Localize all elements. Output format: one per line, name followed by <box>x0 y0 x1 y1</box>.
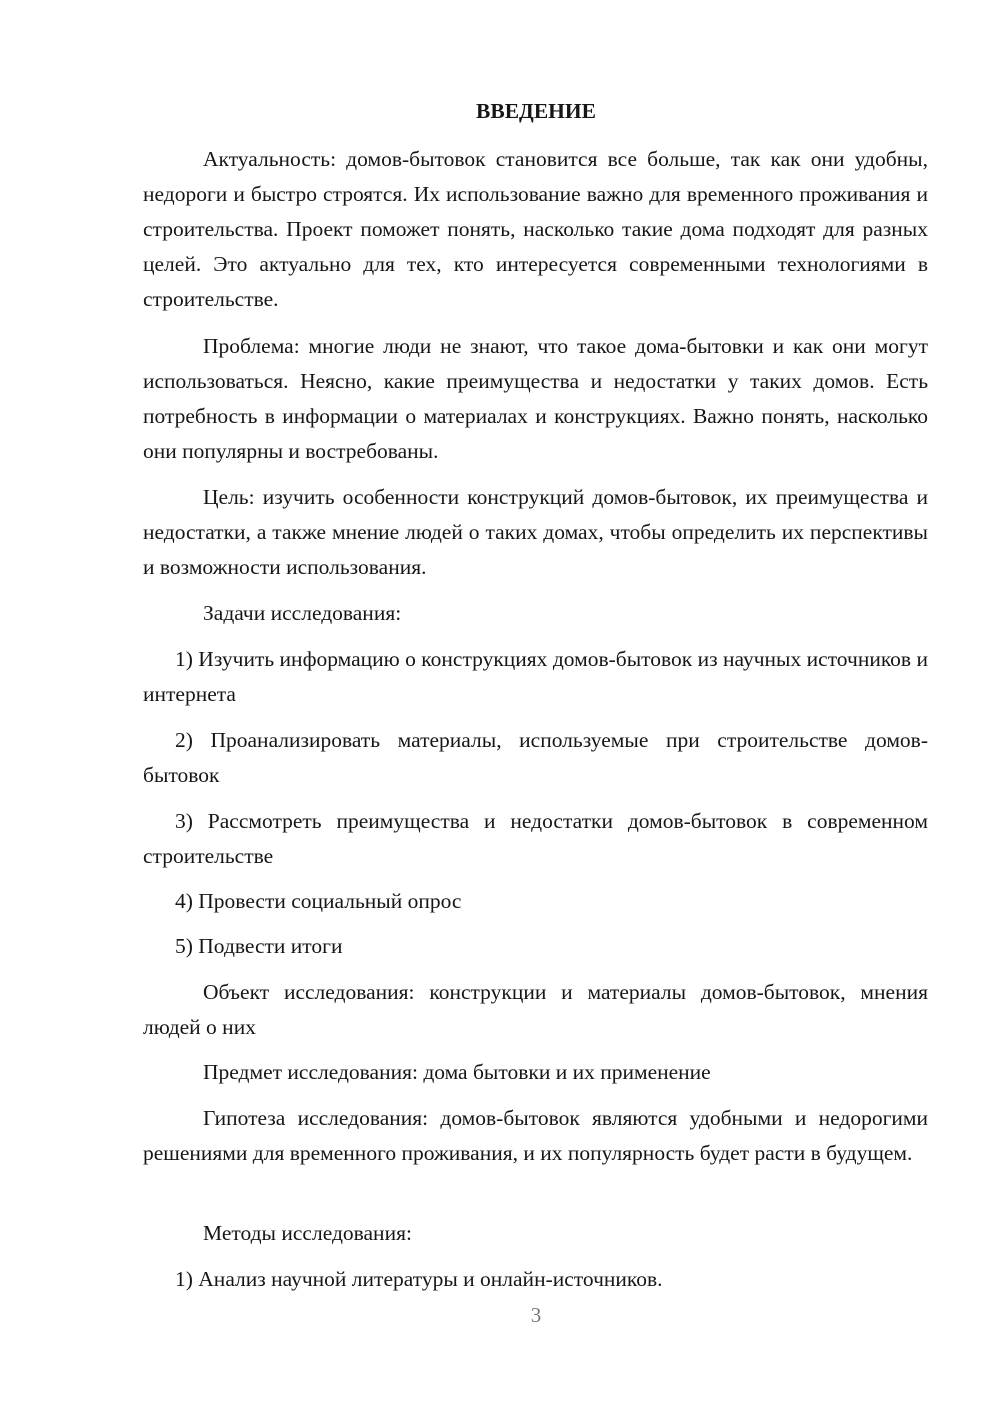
tasks-heading: Задачи исследования: <box>203 601 402 625</box>
task-item: 3) Рассмотреть преимущества и недостатки домов-бытовок в современном строительстве <box>143 809 928 868</box>
subject-paragraph: Предмет исследования: дома бытовки и их применение <box>203 1060 711 1084</box>
section-title: ВВЕДЕНИЕ <box>476 99 596 123</box>
relevance-paragraph: Актуальность: домов-бытовок становится все больше, так как они удобны, недороги и быстро строятся. Их использование важно для временного проживания и строительства. Проект поможет понять, насколько такие дома подходят для разных целей. Это актуально для тех, кто интересуется современными технологиями в строительстве. <box>143 147 928 311</box>
page-number: 3 <box>530 1303 542 1327</box>
task-item: 5) Подвести итоги <box>175 934 343 958</box>
task-item: 4) Провести социальный опрос <box>175 889 462 913</box>
task-item: 1) Изучить информацию о конструкциях домов-бытовок из научных источников и интернета <box>143 647 928 706</box>
problem-paragraph: Проблема: многие люди не знают, что такое дома-бытовки и как они могут использоваться. Неясно, какие преимущества и недостатки у таких домов. Есть потребность в информации о материалах и конструкциях. Важно понять, насколько они популярны и востребованы. <box>143 334 928 463</box>
task-item: 2) Проанализировать материалы, используемые при строительстве домов-бытовок <box>143 728 928 787</box>
hypothesis-paragraph: Гипотеза исследования: домов-бытовок являются удобными и недорогими решениями для временного проживания, и их популярность будет расти в будущем. <box>143 1106 928 1165</box>
methods-heading: Методы исследования: <box>203 1221 412 1245</box>
goal-paragraph: Цель: изучить особенности конструкций домов-бытовок, их преимущества и недостатки, а также мнение людей о таких домах, чтобы определить их перспективы и возможности использования. <box>143 485 928 579</box>
method-item: 1) Анализ научной литературы и онлайн-источников. <box>175 1267 663 1291</box>
object-paragraph: Объект исследования: конструкции и материалы домов-бытовок, мнения людей о них <box>143 980 928 1039</box>
